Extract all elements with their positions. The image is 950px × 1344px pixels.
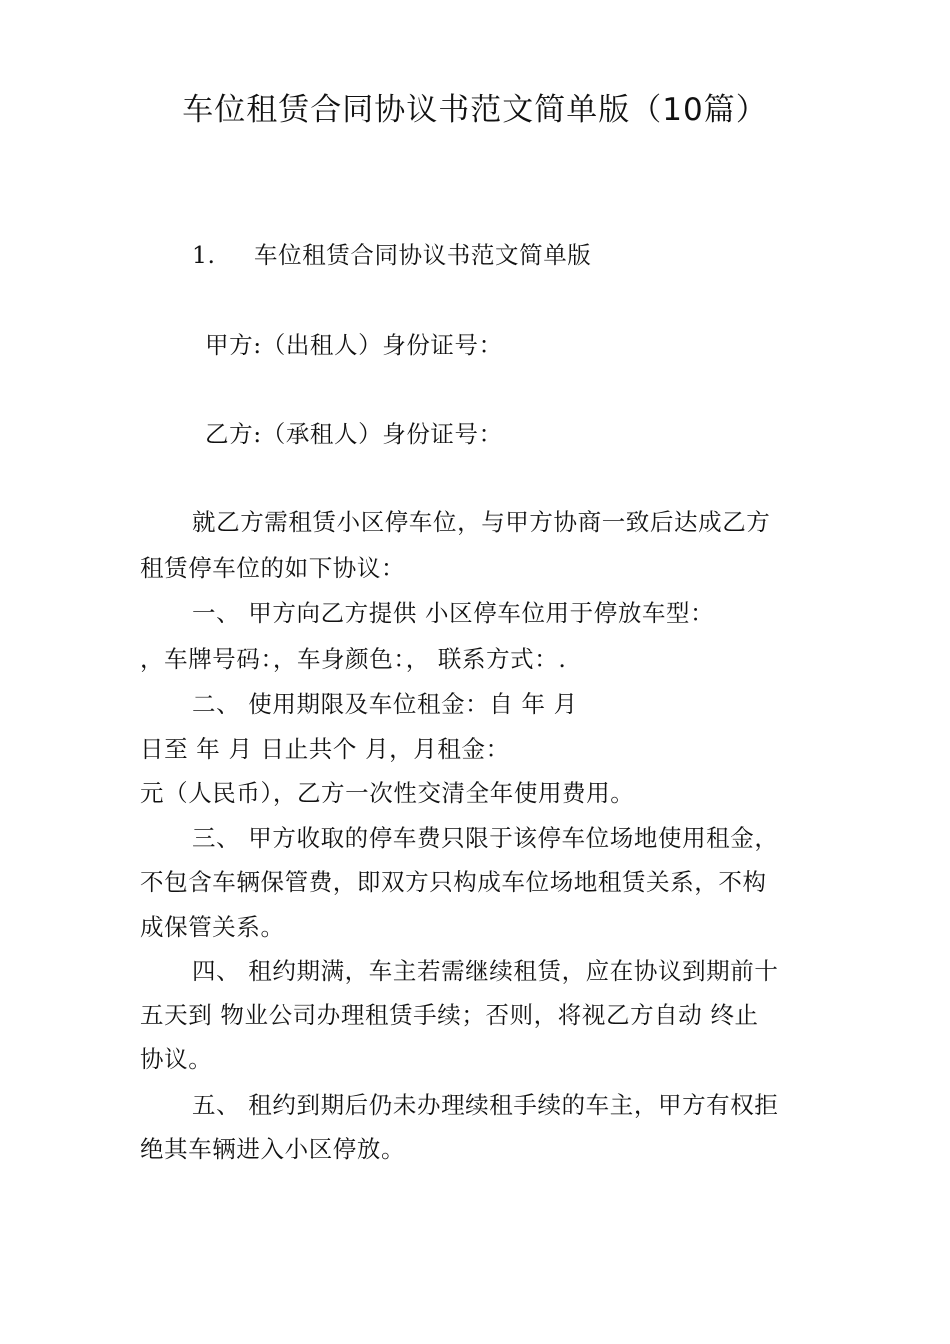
clause-line: 协议。	[140, 1045, 213, 1073]
party-a-line: 甲方:（出租人）身份证号：	[205, 331, 503, 359]
document-title: 车位租赁合同协议书范文简单版（10篇）	[182, 92, 768, 128]
paragraph-line: 就乙方需租赁小区停车位，与甲方协商一致后达成乙方	[192, 508, 771, 536]
clause-line: 五天到 物业公司办理租赁手续；否则，将视乙方自动 终止	[140, 1001, 759, 1029]
clause-line: 三、 甲方收取的停车费只限于该停车位场地使用租金，	[192, 824, 779, 852]
clause-line: 五、 租约到期后仍未办理续租手续的车主，甲方有权拒	[192, 1091, 779, 1119]
section-heading	[192, 240, 591, 270]
clause-line: 日至 年 月 日止共个 月，月租金：	[140, 735, 510, 763]
clause-line: 元（人民币），乙方一次性交清全年使用费用。	[140, 779, 635, 807]
clause-line: 成保管关系。	[140, 913, 285, 941]
clause-line: 绝其车辆进入小区停放。	[140, 1135, 406, 1163]
party-b-line: 乙方:（承租人）身份证号：	[205, 420, 503, 448]
section-heading-text: 车位租赁合同协议书范文简单版	[254, 241, 592, 269]
clause-line: 四、 租约期满，车主若需继续租赁，应在协议到期前十	[192, 957, 779, 985]
clause-line: 二、 使用期限及车位租金：自 年 月	[192, 690, 578, 718]
clause-line: 一、 甲方向乙方提供 小区停车位用于停放车型：	[192, 599, 715, 627]
clause-line: ，车牌号码：，车身颜色：， 联系方式：.	[140, 645, 567, 673]
paragraph-line: 租赁停车位的如下协议：	[140, 554, 406, 582]
section-number: 1.	[192, 241, 216, 269]
clause-line: 不包含车辆保管费，即双方只构成车位场地租赁关系，不构	[140, 868, 767, 896]
